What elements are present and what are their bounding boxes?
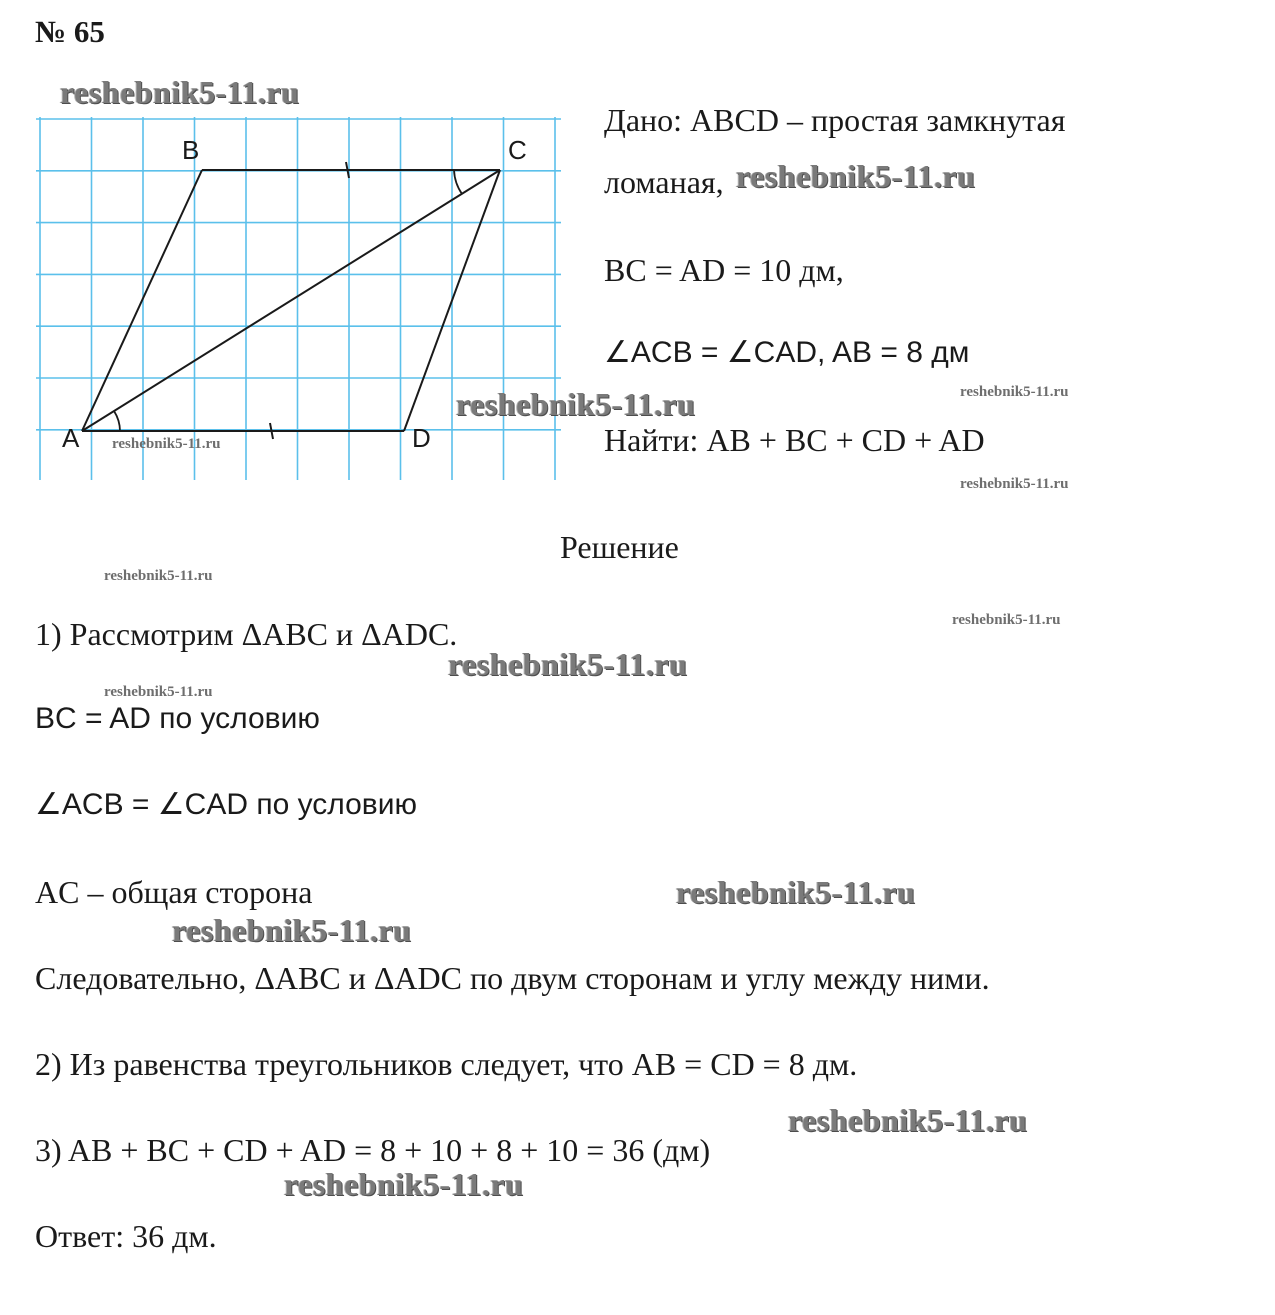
given-line-2: ломаная, bbox=[604, 164, 724, 200]
label-c: C bbox=[508, 135, 527, 165]
watermark: reshebnik5-11.ru bbox=[960, 476, 1069, 492]
watermark: reshebnik5-11.ru bbox=[104, 568, 213, 584]
watermark: reshebnik5-11.ru bbox=[172, 912, 412, 948]
label-a: A bbox=[62, 423, 80, 453]
watermark: reshebnik5-11.ru bbox=[60, 74, 300, 110]
watermark: reshebnik5-11.ru bbox=[788, 1102, 1028, 1138]
angle-arc-acb bbox=[454, 170, 462, 194]
watermark: reshebnik5-11.ru bbox=[104, 684, 213, 700]
given-line-4: ∠ACB = ∠CAD, AB = 8 дм bbox=[604, 336, 970, 369]
problem-number: № 65 bbox=[35, 14, 105, 49]
label-d: D bbox=[412, 423, 431, 453]
solution-step-3: 3) AB + BC + CD + AD = 8 + 10 + 8 + 10 = 36 (дм) bbox=[35, 1132, 711, 1168]
angle-arc-cad bbox=[114, 411, 120, 431]
given-line-3: BC = AD = 10 дм, bbox=[604, 252, 844, 288]
watermark: reshebnik5-11.ru bbox=[112, 436, 221, 452]
watermark: reshebnik5-11.ru bbox=[456, 386, 696, 422]
solution-fact-1: BC = AD по условию bbox=[35, 702, 320, 735]
label-b: B bbox=[182, 135, 200, 165]
watermark: reshebnik5-11.ru bbox=[676, 874, 916, 910]
watermark: reshebnik5-11.ru bbox=[736, 158, 976, 194]
solution-heading: Решение bbox=[560, 529, 679, 565]
watermark: reshebnik5-11.ru bbox=[284, 1166, 524, 1202]
given-line-5: Найти: AB + BC + CD + AD bbox=[604, 422, 985, 458]
answer: Ответ: 36 дм. bbox=[35, 1218, 217, 1254]
solution-fact-3: AC – общая сторона bbox=[35, 874, 313, 910]
diagonal-ac bbox=[82, 170, 500, 431]
watermark: reshebnik5-11.ru bbox=[448, 646, 688, 682]
solution-step-2: 2) Из равенства треугольников следует, что AB = CD = 8 дм. bbox=[35, 1046, 858, 1082]
solution-fact-2: ∠ACB = ∠CAD по условию bbox=[35, 788, 417, 821]
parallelogram-figure bbox=[36, 95, 566, 485]
watermark: reshebnik5-11.ru bbox=[960, 384, 1069, 400]
solution-step-1: 1) Рассмотрим ΔABC и ΔADC. bbox=[35, 616, 458, 652]
grid-lines bbox=[36, 117, 561, 480]
side-ab bbox=[82, 170, 202, 431]
solution-conclusion: Следовательно, ΔABC и ΔADC по двум сторонам и углу между ними. bbox=[35, 960, 990, 996]
given-line-1: Дано: ABCD – простая замкнутая bbox=[604, 102, 1066, 138]
watermark: reshebnik5-11.ru bbox=[952, 612, 1061, 628]
